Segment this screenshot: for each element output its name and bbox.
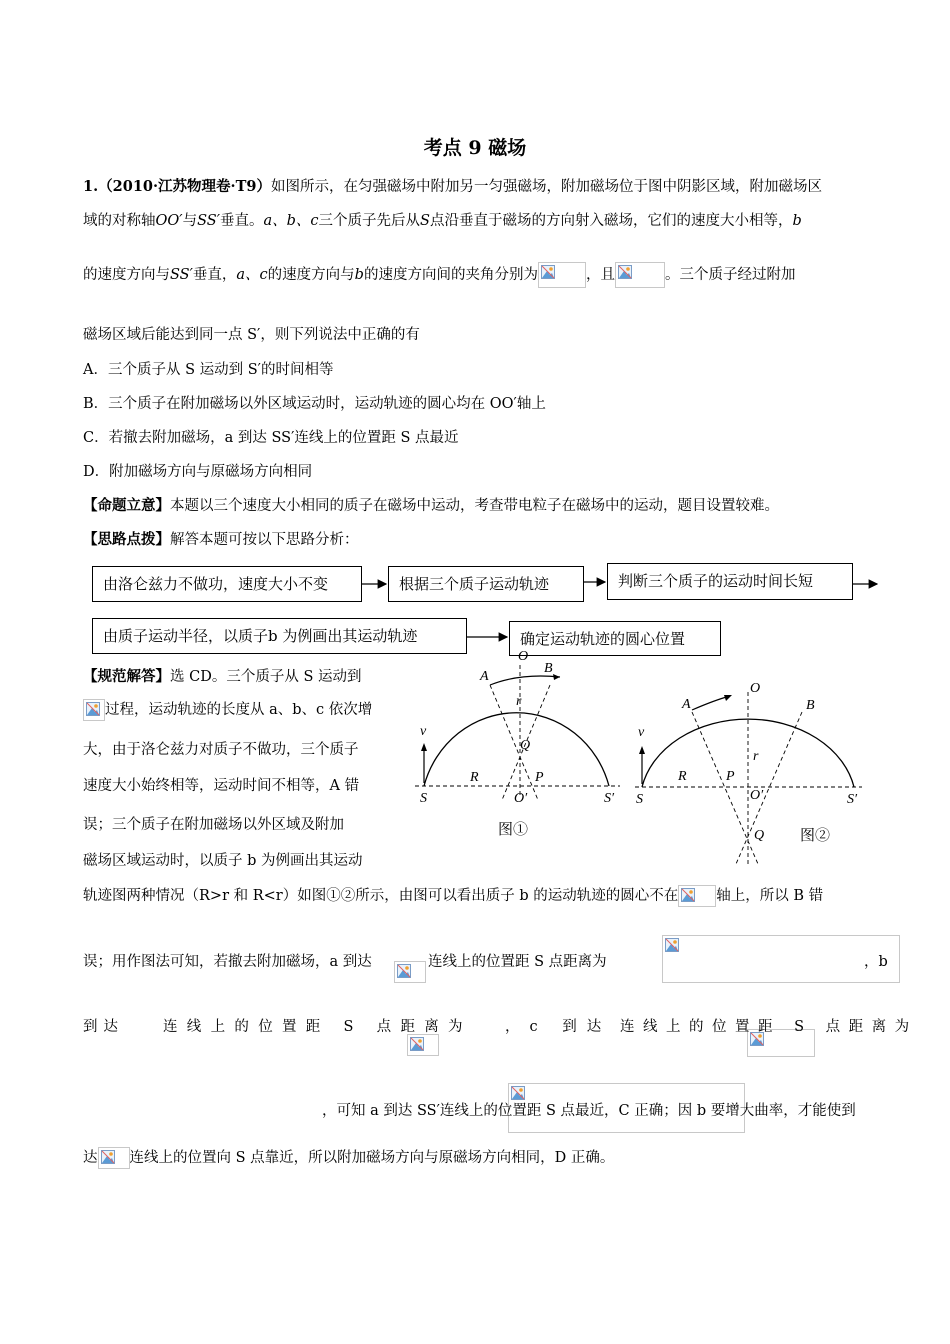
flow-step-5: 确定运动轨迹的圆心位置 (509, 621, 721, 656)
question-line-4: 磁场区域后能达到同一点 S′，则下列说法中正确的有 (83, 327, 420, 343)
label-a: A (682, 697, 691, 712)
label-s: S (636, 792, 643, 807)
option-c: C．若撤去附加磁场，a 到达 SS′连线上的位置距 S 点最近 (83, 430, 459, 446)
label-p: P (726, 769, 735, 784)
label-s: S (420, 791, 427, 806)
radius-line (490, 685, 538, 800)
image-placeholder-icon (397, 964, 411, 978)
formula-image (538, 262, 586, 288)
formula-image (394, 961, 426, 983)
option-b: B．三个质子在附加磁场以外区域运动时，运动轨迹的圆心均在 OO′轴上 (83, 396, 546, 412)
answer-line-11: 达 连线上的位置向 S 点靠近，所以附加磁场方向与原磁场方向相同，D 正确。 (83, 1146, 614, 1169)
answer-line-4: 速度大小始终相等，运动时间不相等，A 错 (83, 778, 360, 794)
label-o-prime: O′ (750, 788, 764, 803)
intent-line: 【命题立意】本题以三个速度大小相同的质子在磁场中运动，考查带电粒子在磁场中的运动，题目设置较难。 (83, 497, 779, 514)
answer-line-8: 误；用作图法可知，若撤去附加磁场，a 到达 (83, 954, 372, 970)
figure-2-caption: 图② (800, 828, 831, 844)
label-s-prime: S′ (847, 792, 858, 807)
answer-line-2: 过程，运动轨迹的长度从 a、b、c 依次增 (83, 698, 372, 721)
label-o: O (518, 649, 529, 664)
arrow-head (639, 746, 645, 754)
figure-1 (410, 645, 625, 845)
question-line-3: 的速度方向与SS′垂直，a、c的速度方向与b的速度方向间的夹角分别为 ，且 。三个质子经过附加 (83, 262, 795, 288)
velocity-arrow (692, 696, 730, 710)
velocity-arrow (490, 676, 560, 685)
label-s-prime: S′ (604, 791, 615, 806)
trajectory-arc (424, 713, 609, 786)
flow-step-1: 由洛仑兹力不做功，速度大小不变 (92, 566, 362, 602)
label-b: B (806, 698, 815, 713)
figure-2 (630, 672, 870, 872)
label-v: v (638, 725, 645, 740)
option-a: A．三个质子从 S 运动到 S′的时间相等 (83, 362, 334, 378)
image-placeholder-icon (541, 265, 555, 279)
thinking-line: 【思路点拨】解答本题可按以下思路分析： (83, 531, 359, 548)
image-placeholder-icon (618, 265, 632, 279)
formula-image (615, 262, 665, 288)
question-source: （2010·江苏物理卷·T9） (98, 178, 271, 195)
question-number: 1. (83, 178, 99, 195)
flow-step-3: 判断三个质子的运动时间长短 (607, 563, 853, 600)
label-a: A (480, 669, 489, 684)
label-v: v (420, 724, 427, 739)
answer-line-3: 大，由于洛仑兹力对质子不做功，三个质子 (83, 742, 359, 758)
formula-image (407, 1034, 439, 1056)
image-placeholder-icon (665, 938, 679, 952)
formula-image (98, 1147, 130, 1169)
image-placeholder-icon (681, 888, 695, 902)
arrow-head (553, 674, 560, 680)
label-q: Q (520, 738, 531, 753)
figure-1-caption: 图① (498, 822, 529, 838)
question-line-2: 域的对称轴OO′与SS′垂直。a、b、c三个质子先后从S点沿垂直于磁场的方向射入磁场，它们的速度大小相等，b (83, 213, 802, 229)
label-r: r (516, 694, 522, 709)
label-q: Q (754, 828, 765, 843)
formula-image (678, 885, 716, 907)
radius-line (736, 712, 802, 864)
image-placeholder-icon (511, 1086, 525, 1100)
answer-line-10: ，可知 a 到达 SS′连线上的位置距 S 点最近，C 正确；因 b 要增大曲率，才能使到 (322, 1103, 856, 1119)
answer-line-6: 磁场区域运动时，以质子 b 为例画出其运动 (83, 853, 363, 869)
label-o: O (750, 681, 761, 696)
question-line-1: 1.（2010·江苏物理卷·T9）如图所示，在匀强磁场中附加另一匀强磁场，附加磁场位于图中阴影区域，附加磁场区 (83, 178, 822, 195)
answer-line-1: 【规范解答】选 CD。三个质子从 S 运动到 (83, 668, 362, 685)
image-placeholder-icon (86, 702, 100, 716)
arrow-head (421, 743, 427, 751)
answer-line-9: 到达 (83, 1019, 124, 1035)
flow-step-2: 根据三个质子运动轨迹 (388, 566, 584, 602)
answer-line-5: 误；三个质子在附加磁场以外区域及附加 (83, 817, 344, 833)
page-title: 考点 9 磁场 (423, 137, 527, 159)
formula-image (83, 699, 105, 721)
arrow-head (724, 695, 732, 701)
label-r: r (753, 749, 759, 764)
label-R: R (678, 769, 687, 784)
flow-step-4: 由质子运动半径，以质子b 为例画出其运动轨迹 (92, 618, 467, 654)
image-placeholder-icon (101, 1150, 115, 1164)
label-R: R (470, 770, 479, 785)
answer-line-7: 轨迹图两种情况（R>r 和 R<r）如图①②所示，由图可以看出质子 b 的运动轨迹的圆心不在 轴上，所以 B 错 (83, 884, 823, 907)
label-b: B (544, 661, 553, 676)
label-p: P (535, 770, 544, 785)
label-o-prime: O′ (514, 791, 528, 806)
image-placeholder-icon (410, 1037, 424, 1051)
option-d: D．附加磁场方向与原磁场方向相同 (83, 464, 313, 480)
